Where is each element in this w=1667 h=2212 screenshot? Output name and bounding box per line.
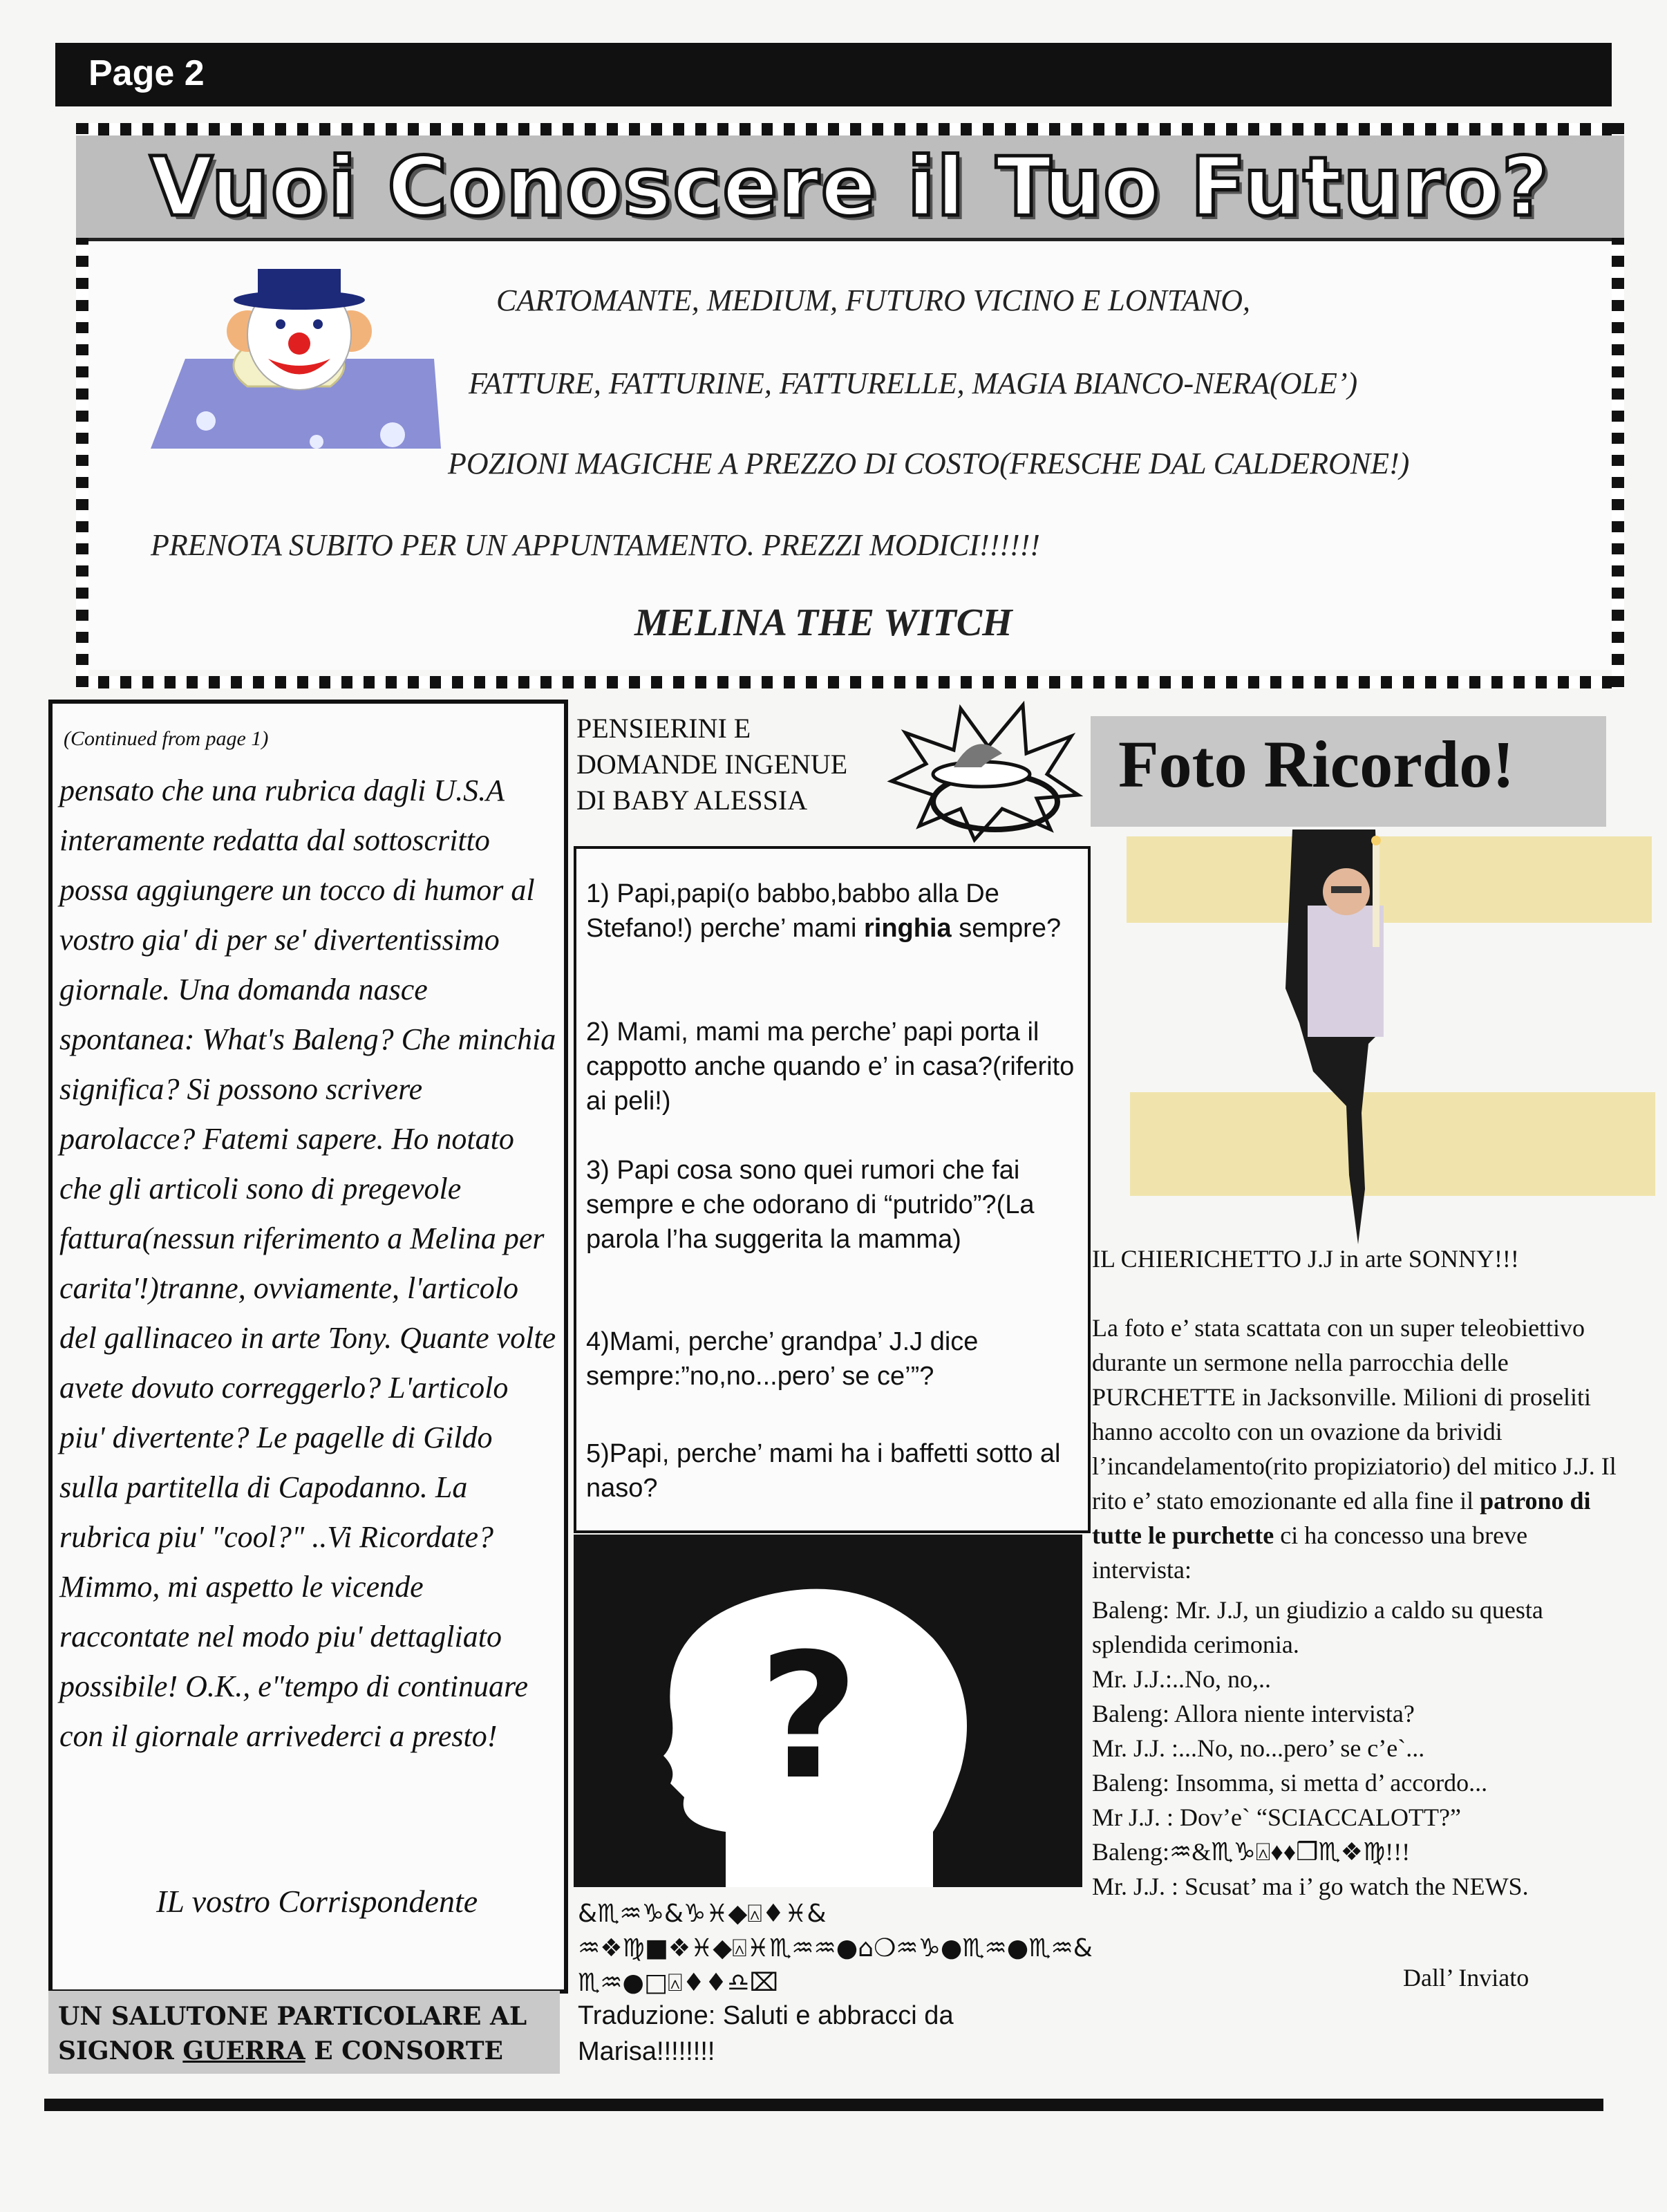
question-3: 3) Papi cosa sono quei rumori che fai sempre e che odorano di “putrido”?(La parola l’ha suggerita la mamma) bbox=[586, 1156, 1035, 1254]
photo-article bbox=[1092, 1311, 1631, 1904]
continued-note: (Continued from page 1) bbox=[64, 727, 269, 750]
greeting-name: GUERRA bbox=[182, 2036, 305, 2065]
greeting-text bbox=[58, 1999, 556, 2068]
photo-person bbox=[1308, 906, 1384, 1037]
ad-title: Vuoi Conoscere il Tuo Futuro? bbox=[149, 139, 1551, 234]
dialogue-line: Mr. J.J. :...No, no...pero’ se c’e`... bbox=[1092, 1734, 1425, 1762]
question-mark: ? bbox=[758, 1616, 859, 1817]
dialogue-line: Baleng: Allora niente intervista? bbox=[1092, 1700, 1415, 1727]
greeting-box bbox=[48, 1991, 560, 2074]
column-heading-line: DI BABY ALESSIA bbox=[576, 785, 808, 816]
column-heading-line: PENSIERINI E bbox=[576, 713, 751, 744]
question-4: 4)Mami, perche’ grandpa’ J.J dice sempre:”no,no...pero’ se ce’”? bbox=[586, 1327, 979, 1391]
article-text: ci ha concesso una breve intervista: bbox=[1092, 1521, 1528, 1584]
translation: Traduzione: Saluti e abbracci da Marisa!!!!!!!! bbox=[578, 2001, 954, 2066]
question-bold: ringhia bbox=[864, 914, 952, 943]
article-text: La foto e’ stata scattata con un super teleobiettivo durante un sermone nella parrocchia delle PURCHETTE in Jacksonville. Milioni di proseliti hanno accolto con un ovazione da brividi l’incandelamento(rito propiziatorio) del mitico J.J. Il rito e’ stato emozionante ed alla fine il bbox=[1092, 1314, 1617, 1515]
head-silhouette-icon bbox=[574, 1535, 1082, 1887]
symbol-message: &♏︎♒︎♑︎&♑︎♓︎◆︎⍓︎♦︎♓︎&♒︎❖︎♍︎■︎❖︎♓︎◆︎⍓︎♓︎♏︎♒︎♒︎●︎⌂︎❍︎♒︎♑︎●︎♏︎♒︎●︎♏︎♒︎&♏︎♒︎●︎□︎⍓︎♦︎♦︎♎︎⌧︎ bbox=[578, 1900, 1093, 1997]
dialogue-line: Baleng: Mr. J.J, un giudizio a caldo su questa splendida cerimonia. bbox=[1092, 1596, 1543, 1658]
question-2: 2) Mami, mami ma perche’ papi porta il cappotto anche quando e’ in casa?(riferito ai peli!) bbox=[586, 1018, 1075, 1116]
article-intro bbox=[1092, 1311, 1631, 1587]
article-bold: patrono di tutte le purchette bbox=[1092, 1487, 1591, 1549]
ad-body bbox=[88, 238, 1612, 670]
ad-title-band bbox=[76, 135, 1624, 238]
checker-border-bottom bbox=[76, 676, 1624, 688]
questions-box bbox=[574, 846, 1091, 1533]
column-heading-line: DOMANDE INGENUE bbox=[576, 749, 848, 780]
clown-icon bbox=[144, 255, 462, 462]
ad-line-2: FATTURE, FATTURINE, FATTURELLE, MAGIA BIANCO-NERA(OLE’) bbox=[469, 366, 1358, 400]
ad-line-1: CARTOMANTE, MEDIUM, FUTURO VICINO E LONTANO, bbox=[496, 283, 1251, 317]
greeting-line-2-pre: SIGNOR bbox=[58, 2036, 183, 2065]
photo-caption: IL CHIERICHETTO J.J in arte SONNY!!! bbox=[1092, 1245, 1519, 1273]
pacifier-burst-icon bbox=[878, 698, 1085, 843]
fortune-teller-ad bbox=[76, 123, 1624, 690]
ad-line-4: PRENOTA SUBITO PER UN APPUNTAMENTO. PREZZI MODICI!!!!!! bbox=[151, 528, 1040, 562]
question-5: 5)Papi, perche’ mami ha i baffetti sotto al naso? bbox=[586, 1439, 1061, 1503]
column-heading bbox=[576, 711, 867, 818]
taped-photo bbox=[1127, 816, 1659, 1272]
letter-column bbox=[48, 700, 568, 1994]
greeting-line-2-post: E CONSORTE bbox=[305, 2036, 503, 2065]
ad-signature: MELINA THE WITCH bbox=[634, 601, 1013, 644]
bottom-rule bbox=[44, 2099, 1603, 2111]
page-header-bar bbox=[55, 43, 1612, 106]
dialogue-line: Mr. J.J. : Scusat’ ma i’ go watch the NEWS. bbox=[1092, 1873, 1529, 1900]
letter-signature: IL vostro Corrispondente bbox=[156, 1884, 478, 1919]
dialogue-line: Mr. J.J.:..No, no,.. bbox=[1092, 1665, 1272, 1693]
dialogue-line: Baleng:♒︎&♏︎♑︎⍓︎♦︎♦︎❒︎♏︎❖︎♍︎!!! bbox=[1092, 1838, 1411, 1866]
photo-title: Foto Ricordo! bbox=[1118, 727, 1515, 801]
question-1 bbox=[586, 877, 1077, 946]
question-head-illustration bbox=[574, 1535, 1082, 1887]
greeting-line-1: UN SALUTONE PARTICOLARE AL bbox=[58, 2002, 527, 2031]
question-text: 1) Papi,papi(o babbo,babbo alla De Stefano!) perche’ mami bbox=[586, 879, 999, 943]
dialogue-line: Baleng: Insomma, si metta d’ accordo... bbox=[1092, 1769, 1488, 1797]
photo-title-band bbox=[1091, 716, 1606, 827]
checker-border-top bbox=[76, 123, 1624, 135]
dialogue-line: Mr J.J. : Dov’e` “SCIACCALOTT?” bbox=[1092, 1803, 1461, 1831]
page-number: Page 2 bbox=[88, 53, 205, 93]
article-signature: Dall’ Inviato bbox=[1403, 1964, 1529, 1991]
question-text: sempre? bbox=[951, 914, 1062, 943]
letter-body: pensato che una rubrica dagli U.S.A interamente redatta dal sottoscritto possa aggiungere un tocco di humor al vostro gia' di per se' divertentissimo giornale. Una domanda nasce spontanea: What's Baleng? Che minchia significa? Si possono scrivere parolacce? Fatemi sapere. Ho notato che gli articoli sono di pregevole fattura(nessun riferimento a Melina per carita'!)tranne, ovviamente, l'articolo del gallinaceo in arte Tony. Quante volte avete dovuto correggerlo? L'articolo piu' divertente? Le pagelle di Gildo sulla partitella di Capodanno. La rubrica piu' "cool?" ..Vi Ricordate? Mimmo, mi aspetto le vicende raccontate nel modo piu' dettagliato possibile! O.K., e"tempo di continuare con il giornale arrivederci a presto! bbox=[59, 774, 556, 1753]
ad-line-3: POZIONI MAGICHE A PREZZO DI COSTO(FRESCHE DAL CALDERONE!) bbox=[448, 447, 1410, 480]
